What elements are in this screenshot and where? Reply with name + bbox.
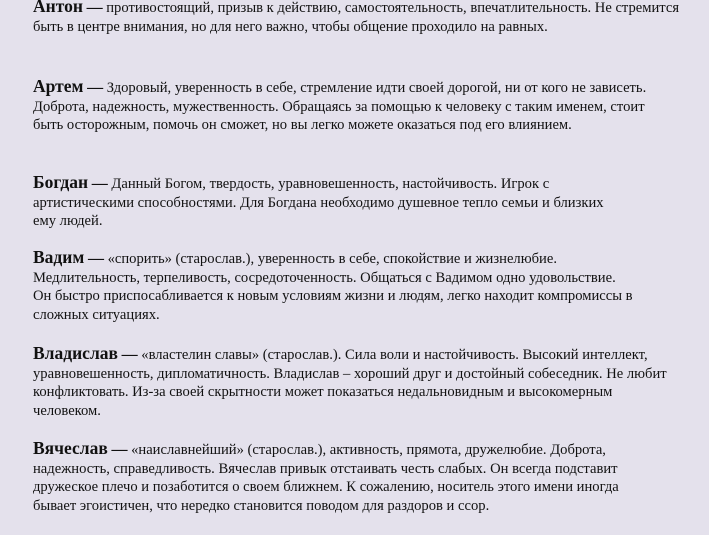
entry-description: Данный Богом, твердость, уравновешенность, настойчивость. Игрок с артистическими способностями. Для Богдана необходимо душевное тепло семьи и близких ему людей. <box>33 176 604 230</box>
name-entry-anton <box>33 0 695 36</box>
entry-description: «спорить» (старослав.), уверенность в себе, спокойствие и жизнелюбие. Медлительность, терпеливость, сосредоточенность. Общаться с Вадимом одно удовольствие. Он быстро приспосабливается к новым условиям жизни и людям, легко находит компромиссы в сложных ситуациях. <box>33 251 633 324</box>
entry-name: Антон <box>33 0 83 16</box>
name-entry-artem <box>33 77 675 135</box>
name-entry-vadim <box>33 248 634 325</box>
entry-name: Богдан <box>33 172 89 192</box>
entry-dash: — <box>91 175 108 192</box>
entry-dash: — <box>86 0 103 16</box>
entry-dash: — <box>87 79 104 96</box>
entry-dash: — <box>87 250 104 267</box>
entry-dash: — <box>121 346 138 363</box>
name-entry-vyacheslav <box>33 439 634 516</box>
entry-description: Здоровый, уверенность в себе, стремление идти своей дорогой, ни от кого не зависеть. Доброта, надежность, мужественность. Обращаясь за помощью к человеку с таким именем, стоит быть осторожным, помочь он сможет, но вы легко можете оказаться под его влиянием. <box>33 80 647 134</box>
entry-description: противостоящий, призыв к действию, самостоятельность, впечатлительность. Не стремится быть в центре внимания, но для него важно, чтобы общение проходило на равных. <box>33 0 680 35</box>
entry-description: «наиславнейший» (старослав.), активность, прямота, дружелюбие. Доброта, надежность, справедливость. Вячеслав привык отстаивать честь слабых. Он всегда подставит дружеское плечо и позаботится о своем ближнем. К сожалению, носитель этого имени иногда бывает эгоистичен, что нередко становится поводом для раздоров и ссор. <box>33 442 619 515</box>
entry-name: Вячеслав <box>33 438 108 458</box>
name-entry-vladislav <box>33 344 669 421</box>
entry-dash: — <box>111 441 128 458</box>
name-entry-bogdan <box>33 173 629 231</box>
entry-description: «властелин славы» (старослав.). Сила воли и настойчивость. Высокий интеллект, уравновешенность, дипломатичность. Владислав – хороший друг и достойный собеседник. Не любит конфликтовать. Из-за своей скрытности может показаться недальновидным и высокомерным человеком. <box>33 347 667 420</box>
entry-name: Вадим <box>33 247 85 267</box>
entry-name: Владислав <box>33 343 118 363</box>
entry-name: Артем <box>33 76 84 96</box>
